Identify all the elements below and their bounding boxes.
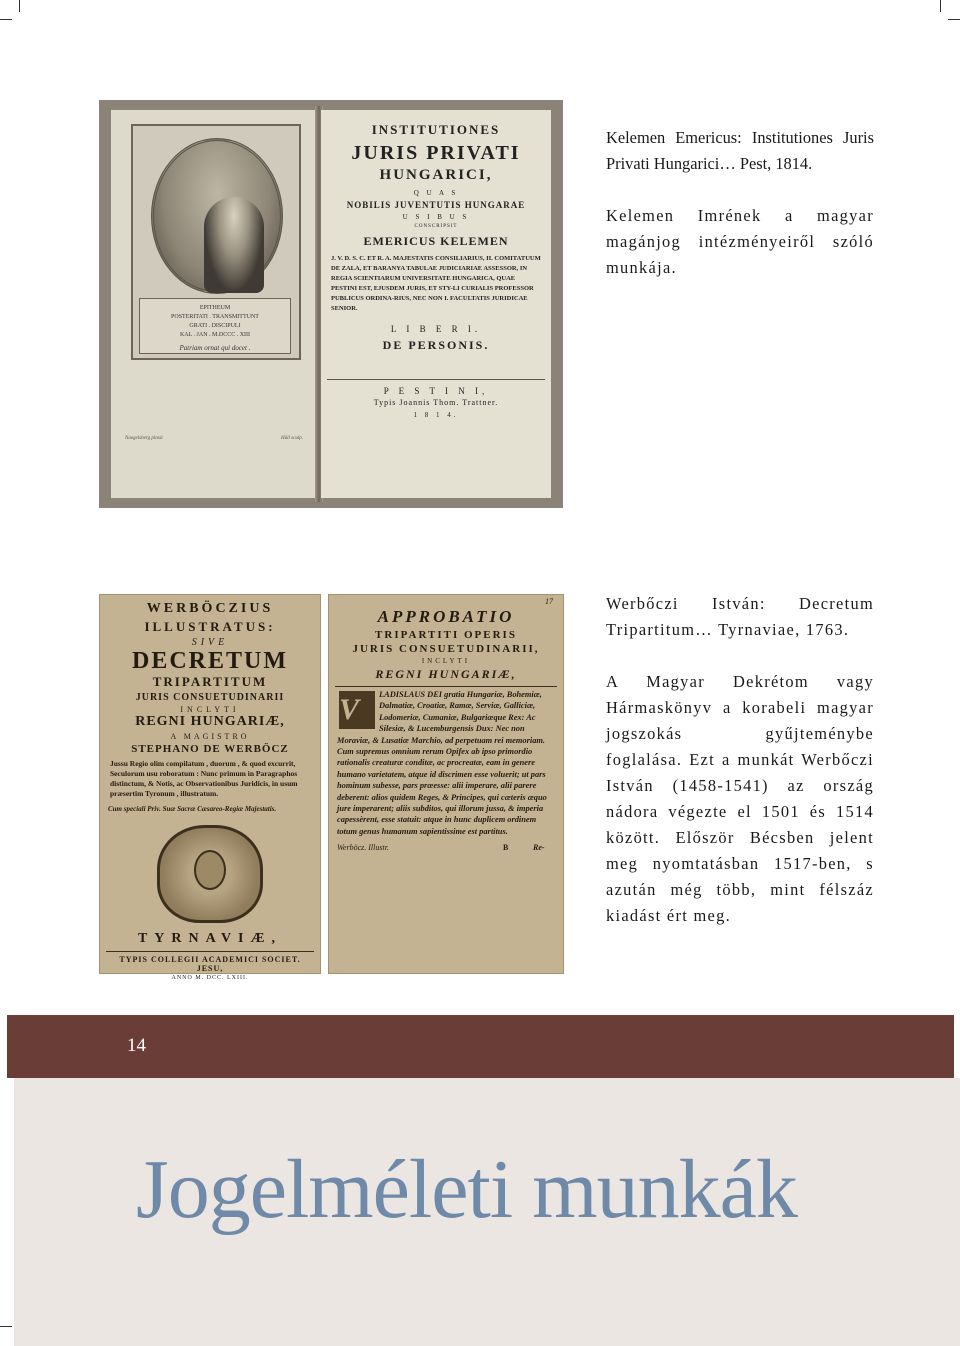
crop-mark-top-left-h: [0, 19, 12, 20]
scan-privilege: Cum speciali Priv. Suæ Sacræ Cæsareo-Regiæ Majestatis.: [108, 805, 277, 813]
title-line: CONSCRIPSIT: [414, 224, 458, 229]
imprint-place: P E S T I N I,: [383, 386, 489, 396]
caption-text: Kelemen Imrének a magyar magánjog intézményeiről szóló munkája.: [606, 206, 874, 277]
scan-line: APPROBATIO: [377, 607, 515, 626]
scan-line: REGNI HUNGARIÆ,: [135, 714, 285, 729]
de-personis: DE PERSONIS.: [382, 338, 490, 352]
scan-running-foot: Werböcz. Illustr.: [337, 843, 389, 853]
scan-year: ANNO M. DCC. LXIII.: [171, 975, 249, 981]
scan-printer: TYPIS COLLEGII ACADEMICI SOCIET. JESU,: [119, 955, 301, 973]
engraver-credit-right: Hüll sculp.: [281, 436, 303, 441]
portrait-plinth: [139, 298, 291, 354]
scan-line: TRIPARTITUM: [152, 674, 268, 689]
plinth-line: EPITHEUM: [199, 305, 231, 311]
scan-body-text: LADISLAUS DEI gratia Hungariæ, Bohemiæ, Dalmatiæ, Croatiæ, Ramæ, Serviæ, Galliciæ, Lodomeriæ, Cumaniæ, Bulgariæque Rex: Ac Silesiæ, & Lucemburgensis Dux: Nec non Moraviæ, & Lusatiæ Marchio, ad perpetuam rei memoriam. Cum supremus omnium rerum Opifex ab ipso primordio rationalis creaturæ conditæ, ac procreatæ, eam in genere humano varietatem, atque id discrimen esse voluerit; ut pars hominum subesse, pars præesse: alii imperare, alii parere deberent: alios quidem Reges, & Principes, qui cæteris æquo jure imperarent; aliis subditos, qui illorum jussa, & imperia capessèrent, esse statuit: atque in hunc duplicem ordinem totum genus humanum sapientissime est partitus.: [337, 690, 547, 836]
caption-title: Kelemen Emericus: Institutiones Juris Privati Hungarici… Pest, 1814.: [606, 128, 874, 173]
scan-line: REGNI HUNGARIÆ,: [375, 667, 517, 681]
printer-ornament: [157, 825, 263, 923]
title-page: [321, 110, 551, 498]
chapter-title: Jogelméleti munkák: [136, 1143, 797, 1236]
caption-kelemen: [606, 125, 874, 281]
scan-catchword: Re-: [533, 843, 545, 853]
title-line: HUNGARICI,: [379, 167, 493, 183]
page-number: 14: [127, 1035, 146, 1056]
footer-bar: [7, 1015, 954, 1078]
plinth-line: GRATI . DISCIPULI: [189, 323, 241, 329]
divider: [327, 379, 545, 380]
scan-line: WERBÖCZIUS: [146, 601, 274, 616]
title-line: INSTITUTIONES: [371, 122, 501, 137]
author-name: EMERICUS KELEMEN: [363, 234, 509, 248]
liber: L I B E R I.: [390, 324, 482, 334]
scan-line: JURIS CONSUETUDINARII,: [352, 643, 540, 655]
title-line: NOBILIS JUVENTUTIS HUNGARAE: [346, 200, 526, 210]
divider: [106, 951, 314, 952]
scan-line: INCLYTI: [180, 705, 240, 714]
werboczius-title-text: [106, 601, 314, 981]
portrait-bust: [204, 197, 264, 293]
imprint-printer: Typis Joannis Thom. Trattner.: [373, 398, 499, 407]
scan-signature: B: [503, 843, 509, 853]
crop-mark-top-left: [19, 0, 20, 12]
plinth-line: KAL . JAN . M.DCCC . XIII: [179, 332, 251, 338]
scan-body: [335, 689, 557, 837]
caption-text: A Magyar Dekrétom vagy Hármaskönyv a korabeli magyar jogszokás gyűjteménybe foglalása. Ezt a munkát Werbőczi István (1458-1541) az ország nádora végezte el 1501 és 1514 között. Először Bécsben jelent meg nyomtatásban 1517-ben, s azután még több, mint félszáz kiadást ért meg.: [606, 672, 874, 925]
title-line: JURIS PRIVATI: [351, 142, 521, 164]
title-line: U S I B U S: [402, 213, 470, 221]
imprint-year: 1 8 1 4.: [413, 411, 459, 419]
title-page-text: [327, 110, 545, 419]
scan-line: A MAGISTRO: [170, 732, 250, 741]
scan-line: JURIS CONSUETUDINARII: [135, 692, 285, 703]
engraved-portrait: [131, 124, 301, 360]
scan-body: Jussu Regio olim compilatum , duorum , & quod excurrit, Seculorum usu roboratum : Nunc primum in Paragraphos distinctum, & Notis, ac Observationibus Juridicis, in usum præsertim Tyronum , illustratum.: [110, 759, 298, 798]
portrait-oval: [151, 138, 283, 294]
plinth-motto: Patriam ornat qui docet .: [179, 344, 251, 352]
caption-werboczi: [606, 591, 874, 929]
crop-mark-bottom-left-h: [0, 1326, 12, 1327]
scan-line: STEPHANO DE WERBÖCZ: [131, 743, 289, 755]
scan-footer: [335, 843, 557, 852]
frontispiece-page: [111, 110, 317, 498]
scan-line: INCLYTI: [421, 657, 471, 665]
engraver-credit-left: Naegelsberg pinxit: [125, 436, 163, 441]
approbatio-scan: [328, 594, 564, 974]
approbatio-text: [335, 597, 557, 967]
plinth-line: POSTERITATI . TRANSMITTUNT: [171, 314, 259, 320]
scan-line: TRIPARTITI OPERIS: [375, 629, 517, 641]
author-titles: J. V. D. S. C. ET R. A. MAJESTATIS CONSILIARIUS, II. COMITATUUM DE ZALA, ET BARANYA TABULAE JUDICIARIAE ASSESSOR, IN REGIA SCIENTIARUM UNIVERSITATE HUNGARICA, QUAE PESTINI EST, EJUSDEM JURIS, ET STY-LI CURIALIS PROFESSOR PUBLICUS ORDINA-RIUS, NEC NON I. FACULTATIS JURIDICAE SENIOR.: [331, 255, 541, 312]
scan-line: ILLUSTRATUS:: [144, 619, 276, 634]
scan-line: SIVE: [191, 637, 229, 648]
caption-title: Werbőczi István: Decretum Tripartitum… Tyrnaviae, 1763.: [606, 594, 874, 639]
crop-mark-top-right: [940, 0, 941, 12]
scan-place: TYRNAVIÆ,: [137, 931, 283, 946]
divider: [335, 686, 557, 687]
crop-mark-top-right-h: [948, 19, 960, 20]
scan-line: DECRETUM: [131, 648, 288, 674]
scan-page-number: 17: [545, 597, 553, 606]
werboczius-title-scan: [99, 594, 321, 981]
drop-cap: V: [339, 691, 375, 729]
kelemen-book-photo: [99, 100, 563, 508]
title-line: Q U A S: [413, 189, 459, 197]
